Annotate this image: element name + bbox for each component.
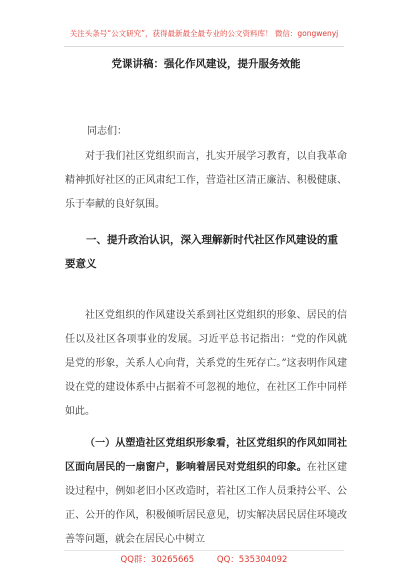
document-title: 党课讲稿：强化作风建设，提升服务效能 — [111, 58, 301, 70]
subsection-text: 在社区建设过程中，例如老旧小区改造时，若社区工作人员秉持公平、公正、公开的作风，积极倾听居民意见，切实解决居民居住环境改善等问题，就会在居民心中树立 — [65, 462, 348, 545]
header-divider — [64, 46, 344, 47]
page-header — [0, 0, 408, 50]
footer-qq-group: QQ群：30265665 — [120, 555, 195, 565]
paragraph-intro: 对于我们社区党组织而言，扎实开展学习教育，以自我革命精神抓好社区的正风肃纪工作，营造社区清正廉洁、积极健康、乐于奉献的良好氛围。 — [65, 151, 347, 210]
paragraph-subsection-1 — [65, 432, 347, 552]
footer-divider — [64, 550, 344, 551]
page-footer — [0, 553, 408, 565]
subsection-heading: （一）从塑造社区党组织形象看，社区党组织的作风如同社区面向居民的一扇窗户，影响着居民对党组织的印象。 — [65, 438, 347, 473]
greeting: 同志们： — [87, 126, 127, 137]
footer-qq-contact: QQ：535304092 — [216, 555, 288, 565]
header-notice: 关注头条号“公文研究”，获得最新最全最专业的公文资料库！ 微信：gongwenyj — [69, 29, 339, 38]
section-heading-1: 一、提升政治认识，深入理解新时代社区作风建设的重要意义 — [65, 234, 338, 270]
paragraph-section-1: 社区党组织的作风建设关系到社区党组织的形象、居民的信任以及社区各项事业的发展。习近平总书记指出：“党的作风就是党的形象，关系人心向背，关系党的生死存亡。”这表明作风建设在党的建设体系中占据着不可忽视的地位，在社区工作中同样如此。 — [65, 310, 347, 417]
